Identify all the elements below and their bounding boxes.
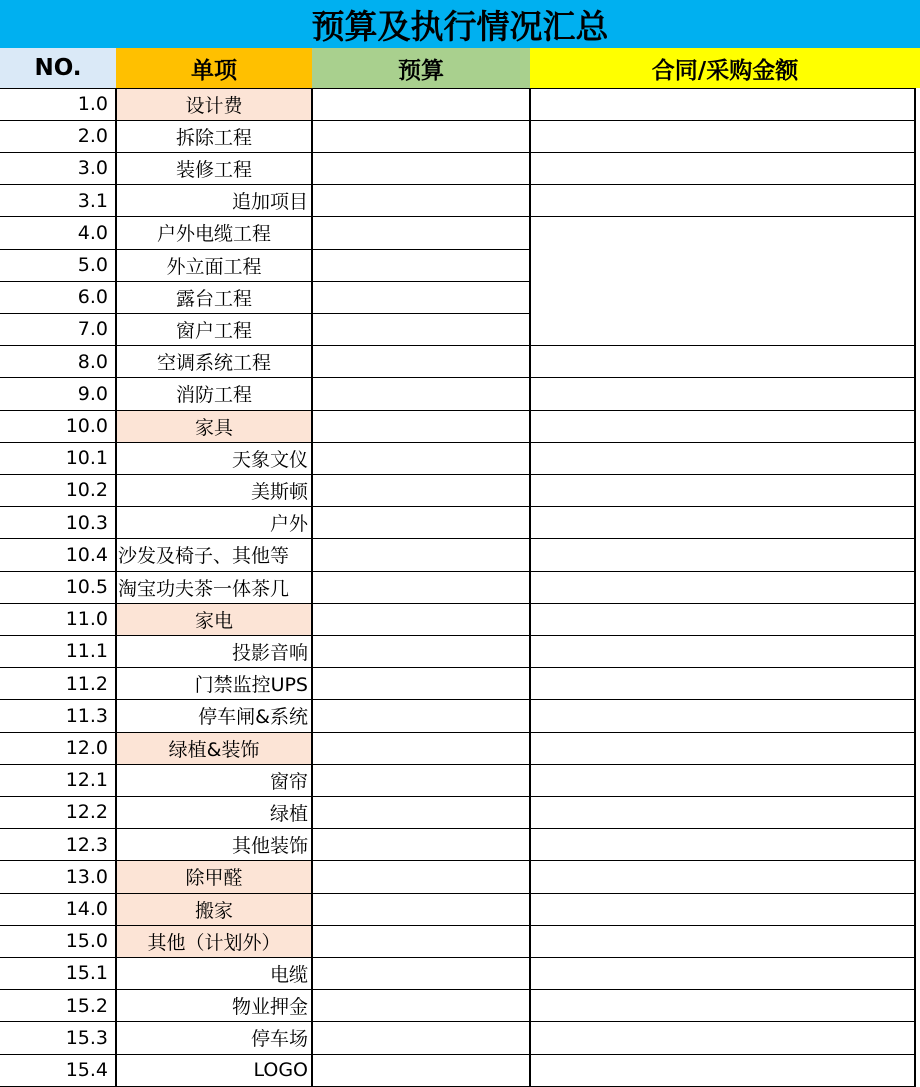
row-number-cell[interactable]: 10.0 [65, 415, 108, 438]
contract-amount-cell[interactable] [530, 990, 915, 1022]
table-row [0, 1054, 920, 1086]
item-name-cell[interactable]: 搬家 [116, 893, 312, 925]
budget-cell[interactable] [312, 1022, 530, 1054]
contract-amount-cell[interactable] [530, 1054, 915, 1086]
row-number-cell[interactable]: 11.1 [65, 640, 108, 663]
row-divider [0, 699, 916, 700]
row-divider [0, 860, 916, 861]
row-number-cell[interactable]: 8.0 [77, 350, 108, 373]
row-divider [0, 281, 530, 282]
header-item[interactable]: 单项 [116, 48, 312, 88]
budget-cell[interactable] [312, 571, 530, 603]
table-row [0, 764, 920, 796]
column-divider [115, 88, 117, 1086]
item-name-cell[interactable]: 其他（计划外） [116, 925, 312, 957]
budget-cell[interactable] [312, 249, 530, 281]
budget-cell[interactable] [312, 700, 530, 732]
column-divider [529, 88, 531, 1086]
row-number-cell[interactable]: 12.1 [65, 769, 108, 792]
contract-amount-cell[interactable] [530, 732, 915, 764]
row-number-cell[interactable]: 10.1 [65, 447, 108, 470]
contract-amount-cell[interactable] [530, 474, 915, 506]
row-divider [0, 828, 916, 829]
budget-cell[interactable] [312, 796, 530, 828]
table-row [0, 474, 920, 506]
row-divider [0, 989, 916, 990]
contract-amount-cell[interactable] [530, 346, 915, 378]
contract-amount-cell[interactable] [530, 281, 915, 313]
contract-amount-cell[interactable] [530, 571, 915, 603]
row-divider [0, 957, 916, 958]
table-row [0, 249, 920, 281]
table-row [0, 120, 920, 152]
item-name-cell[interactable]: 投影音响 [231, 641, 308, 664]
table-row [0, 378, 920, 410]
contract-amount-cell[interactable] [530, 442, 915, 474]
item-name-cell[interactable]: 其他装饰 [231, 835, 308, 858]
contract-amount-cell[interactable] [530, 796, 915, 828]
row-divider [0, 1021, 916, 1022]
table-row [0, 990, 920, 1022]
contract-amount-cell[interactable] [530, 185, 915, 217]
budget-cell[interactable] [312, 185, 530, 217]
item-name-cell[interactable]: 窗户工程 [175, 319, 252, 342]
budget-cell[interactable] [312, 152, 530, 184]
row-divider [0, 538, 916, 539]
budget-cell[interactable] [312, 507, 530, 539]
item-name-cell[interactable]: 户外 [269, 513, 308, 536]
row-number-cell[interactable]: 15.2 [65, 994, 108, 1017]
row-number-cell[interactable]: 7.0 [77, 318, 108, 341]
row-number-cell[interactable]: 10.2 [65, 479, 108, 502]
item-name-cell[interactable]: 绿植&装饰 [116, 732, 312, 764]
table-row [0, 346, 920, 378]
contract-amount-cell[interactable] [530, 120, 915, 152]
row-number-cell[interactable]: 1.0 [77, 93, 108, 116]
table-row [0, 893, 920, 925]
table-row [0, 635, 920, 667]
contract-amount-cell[interactable] [530, 957, 915, 989]
budget-cell[interactable] [312, 313, 530, 345]
row-divider [0, 313, 530, 314]
contract-amount-cell[interactable] [530, 700, 915, 732]
row-divider [0, 796, 916, 797]
contract-amount-cell[interactable] [530, 378, 915, 410]
row-number-cell[interactable]: 11.3 [65, 704, 108, 727]
row-divider [0, 667, 916, 668]
budget-cell[interactable] [312, 603, 530, 635]
row-divider [0, 732, 916, 733]
table-row [0, 829, 920, 861]
contract-amount-cell[interactable] [530, 249, 915, 281]
row-number-cell[interactable]: 12.2 [65, 801, 108, 824]
contract-amount-cell[interactable] [530, 603, 915, 635]
item-name-cell[interactable]: 装修工程 [175, 158, 252, 181]
row-divider [0, 893, 916, 894]
contract-amount-cell[interactable] [530, 88, 915, 120]
row-divider [0, 1054, 916, 1055]
item-name-cell[interactable]: 淘宝功夫茶一体茶几 [118, 577, 290, 600]
row-divider [0, 571, 916, 572]
row-divider [0, 635, 916, 636]
contract-amount-cell[interactable] [530, 635, 915, 667]
row-number-cell[interactable]: 15.3 [65, 1026, 108, 1049]
budget-cell[interactable] [312, 957, 530, 989]
row-number-cell[interactable]: 6.0 [77, 286, 108, 309]
row-number-cell[interactable]: 2.0 [77, 125, 108, 148]
row-number-cell[interactable]: 10.5 [65, 576, 108, 599]
row-divider [0, 152, 916, 153]
row-divider [0, 442, 916, 443]
header-no[interactable]: NO. [0, 48, 116, 88]
item-name-cell[interactable]: 物业押金 [231, 996, 308, 1019]
row-number-cell[interactable]: 10.4 [65, 543, 108, 566]
table-row [0, 571, 920, 603]
header-contract[interactable]: 合同/采购金额 [530, 48, 920, 88]
row-divider [0, 377, 916, 378]
row-number-cell[interactable]: 4.0 [77, 221, 108, 244]
column-divider [311, 88, 313, 1086]
column-divider [914, 88, 916, 1086]
item-name-cell[interactable]: 追加项目 [231, 191, 308, 214]
budget-cell[interactable] [312, 346, 530, 378]
budget-cell[interactable] [312, 410, 530, 442]
budget-cell[interactable] [312, 925, 530, 957]
contract-amount-cell[interactable] [530, 668, 915, 700]
budget-cell[interactable] [312, 217, 530, 249]
budget-cell[interactable] [312, 474, 530, 506]
budget-cell[interactable] [312, 1054, 530, 1086]
table-row [0, 410, 920, 442]
item-name-cell[interactable]: 天象文仪 [231, 448, 308, 471]
contract-amount-cell[interactable] [530, 829, 915, 861]
row-number-cell[interactable]: 11.0 [65, 608, 108, 631]
item-name-cell[interactable]: 消防工程 [175, 384, 252, 407]
row-number-cell[interactable]: 9.0 [77, 382, 108, 405]
budget-cell[interactable] [312, 829, 530, 861]
budget-cell[interactable] [312, 120, 530, 152]
budget-cell[interactable] [312, 990, 530, 1022]
table-row [0, 185, 920, 217]
row-divider [0, 410, 916, 411]
table-row [0, 217, 920, 249]
budget-cell[interactable] [312, 668, 530, 700]
budget-cell[interactable] [312, 635, 530, 667]
budget-cell[interactable] [312, 378, 530, 410]
sheet-title: 预算及执行情况汇总 [0, 0, 920, 48]
row-number-cell[interactable]: 15.4 [65, 1059, 108, 1082]
budget-cell[interactable] [312, 88, 530, 120]
item-name-cell[interactable]: 窗帘 [269, 770, 308, 793]
item-name-cell[interactable]: 户外电缆工程 [156, 223, 271, 246]
row-divider [0, 216, 916, 217]
table-header [0, 48, 920, 88]
row-divider [0, 603, 916, 604]
table-row [0, 152, 920, 184]
contract-amount-cell[interactable] [530, 539, 915, 571]
table-row [0, 861, 920, 893]
row-number-cell[interactable]: 12.0 [65, 737, 108, 760]
item-name-cell[interactable]: 家具 [116, 410, 312, 442]
item-name-cell[interactable]: 停车场 [250, 1028, 308, 1051]
row-divider [0, 506, 916, 507]
table-row [0, 957, 920, 989]
contract-amount-cell[interactable] [530, 893, 915, 925]
row-number-cell[interactable]: 10.3 [65, 511, 108, 534]
row-divider [0, 249, 530, 250]
contract-amount-cell[interactable] [530, 152, 915, 184]
table-row [0, 603, 920, 635]
item-name-cell[interactable]: LOGO [253, 1059, 308, 1082]
row-number-cell[interactable]: 12.3 [65, 833, 108, 856]
row-number-cell[interactable]: 14.0 [65, 898, 108, 921]
budget-cell[interactable] [312, 764, 530, 796]
contract-amount-cell[interactable] [530, 764, 915, 796]
table-row [0, 668, 920, 700]
item-name-cell[interactable]: 外立面工程 [166, 255, 262, 278]
item-name-cell[interactable]: 电缆 [269, 963, 308, 986]
row-divider [0, 120, 916, 121]
item-name-cell[interactable]: 门禁监控UPS [194, 674, 308, 697]
table-row [0, 796, 920, 828]
item-name-cell[interactable]: 停车闸&系统 [198, 706, 308, 729]
row-number-cell[interactable]: 15.0 [65, 930, 108, 953]
item-name-cell[interactable]: 拆除工程 [175, 126, 252, 149]
budget-cell[interactable] [312, 861, 530, 893]
item-name-cell[interactable]: 绿植 [269, 802, 308, 825]
item-name-cell[interactable]: 沙发及椅子、其他等 [118, 545, 290, 568]
budget-cell[interactable] [312, 893, 530, 925]
row-number-cell[interactable]: 11.2 [65, 672, 108, 695]
row-number-cell[interactable]: 15.1 [65, 962, 108, 985]
item-name-cell[interactable]: 除甲醛 [116, 861, 312, 893]
contract-amount-cell[interactable] [530, 410, 915, 442]
row-divider [0, 474, 916, 475]
table-row [0, 313, 920, 345]
row-number-cell[interactable]: 3.0 [77, 157, 108, 180]
row-divider [0, 184, 916, 185]
row-number-cell[interactable]: 13.0 [65, 865, 108, 888]
table-row [0, 700, 920, 732]
item-name-cell[interactable]: 空调系统工程 [156, 352, 271, 375]
contract-amount-cell[interactable] [530, 507, 915, 539]
table-row [0, 281, 920, 313]
row-number-cell[interactable]: 5.0 [77, 254, 108, 277]
item-name-cell[interactable]: 设计费 [116, 88, 312, 120]
budget-cell[interactable] [312, 539, 530, 571]
table-row [0, 732, 920, 764]
contract-amount-cell[interactable] [530, 861, 915, 893]
table-row [0, 925, 920, 957]
table-row [0, 1022, 920, 1054]
row-divider [0, 764, 916, 765]
budget-cell[interactable] [312, 281, 530, 313]
header-budget[interactable]: 预算 [312, 48, 530, 88]
row-divider [0, 345, 916, 346]
table-row [0, 442, 920, 474]
row-number-cell[interactable]: 3.1 [77, 189, 108, 212]
contract-amount-cell[interactable] [530, 313, 915, 345]
item-name-cell[interactable]: 家电 [116, 603, 312, 635]
budget-cell[interactable] [312, 442, 530, 474]
row-divider [0, 925, 916, 926]
item-name-cell[interactable]: 美斯顿 [250, 480, 308, 503]
table-row [0, 539, 920, 571]
table-row [0, 507, 920, 539]
contract-amount-cell[interactable] [530, 1022, 915, 1054]
contract-amount-cell[interactable] [530, 925, 915, 957]
table-row [0, 88, 920, 120]
contract-amount-cell[interactable] [530, 217, 915, 249]
row-divider [0, 88, 916, 89]
budget-cell[interactable] [312, 732, 530, 764]
item-name-cell[interactable]: 露台工程 [175, 287, 252, 310]
